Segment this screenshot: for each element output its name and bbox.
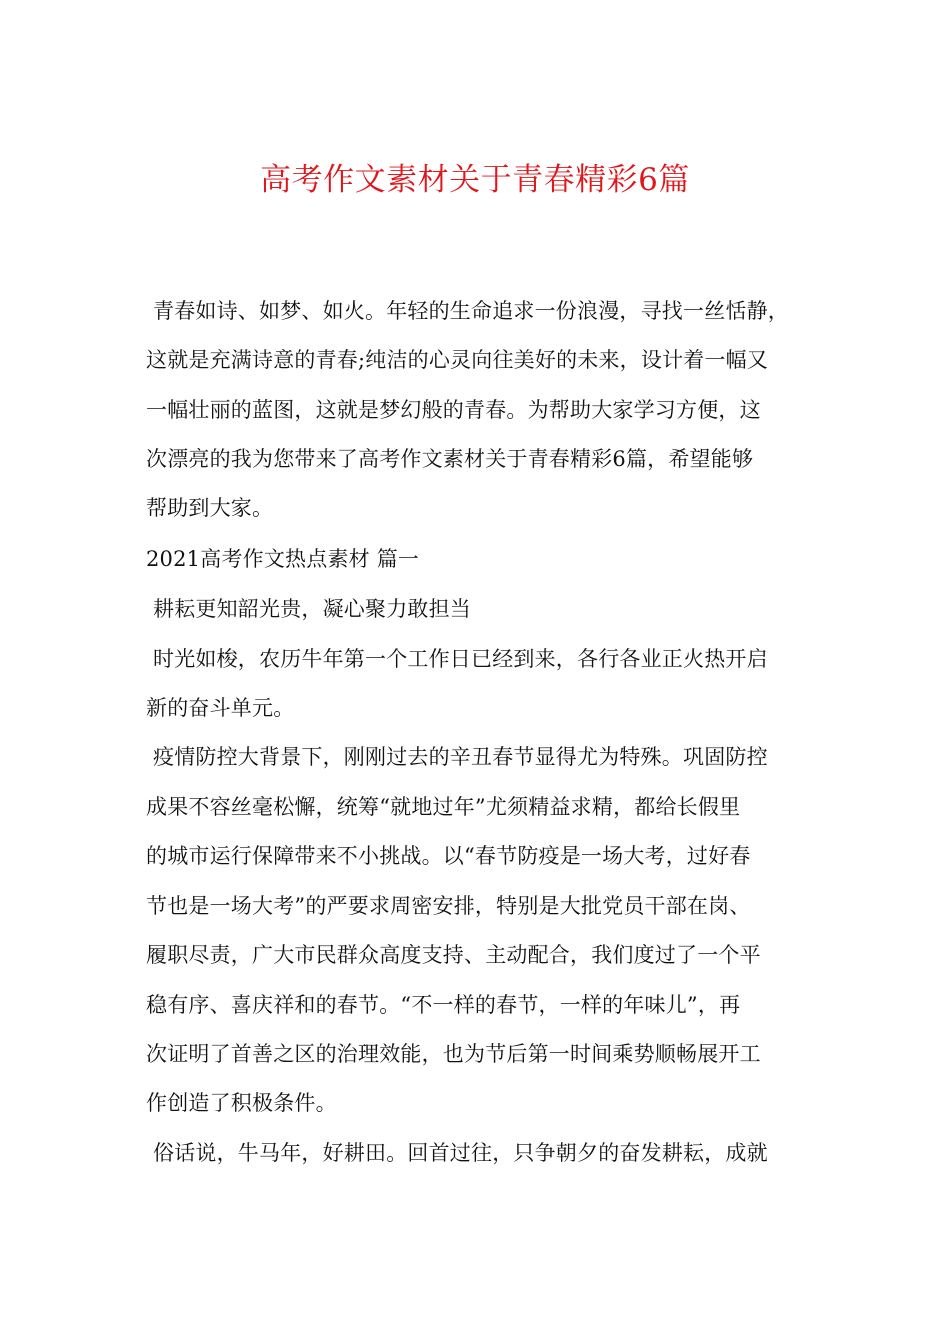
paragraph-line: 时光如梭，农历牛年第一个工作日已经到来，各行各业正火热开启	[153, 647, 768, 671]
paragraph-line: 稳有序、喜庆祥和的春节。“不一样的春节，一样的年味儿”，再	[146, 993, 741, 1017]
document-title: 高考作文素材关于青春精彩6篇	[260, 162, 690, 198]
paragraph-line: 新的奋斗单元。	[146, 696, 295, 720]
paragraph-line: 俗话说，牛马年，好耕田。回首过往，只争朝夕的奋发耕耘，成就	[153, 1141, 768, 1165]
paragraph-line: 青春如诗、如梦、如火。年轻的生命追求一份浪漫，寻找一丝恬静，	[153, 299, 789, 323]
paragraph-line: 一幅壮丽的蓝图，这就是梦幻般的青春。为帮助大家学习方便，这	[146, 398, 761, 422]
section-subheading: 耕耘更知韶光贵，凝心聚力敢担当	[153, 597, 471, 621]
paragraph-line: 履职尽责，广大市民群众高度支持、主动配合，我们度过了一个平	[146, 943, 761, 967]
paragraph-line: 次证明了首善之区的治理效能，也为节后第一时间乘势顺畅展开工	[146, 1042, 761, 1066]
paragraph-line: 疫情防控大背景下，刚刚过去的辛丑春节显得尤为特殊。巩固防控	[153, 745, 768, 769]
paragraph-line: 这就是充满诗意的青春;纯洁的心灵向往美好的未来，设计着一幅又	[146, 348, 769, 372]
paragraph-line: 的城市运行保障带来不小挑战。以“春节防疫是一场大考，过好春	[146, 844, 751, 868]
paragraph-line: 帮助到大家。	[146, 496, 274, 520]
paragraph-line: 作创造了积极条件。	[146, 1091, 337, 1115]
paragraph-line: 节也是一场大考”的严要求周密安排，特别是大批党员干部在岗、	[146, 894, 751, 918]
paragraph-line: 成果不容丝毫松懈，统筹“就地过年”尤须精益求精，都给长假里	[146, 795, 741, 819]
section-heading: 2021高考作文热点素材 篇一	[146, 547, 420, 571]
paragraph-line: 次漂亮的我为您带来了高考作文素材关于青春精彩6篇，希望能够	[146, 447, 754, 471]
